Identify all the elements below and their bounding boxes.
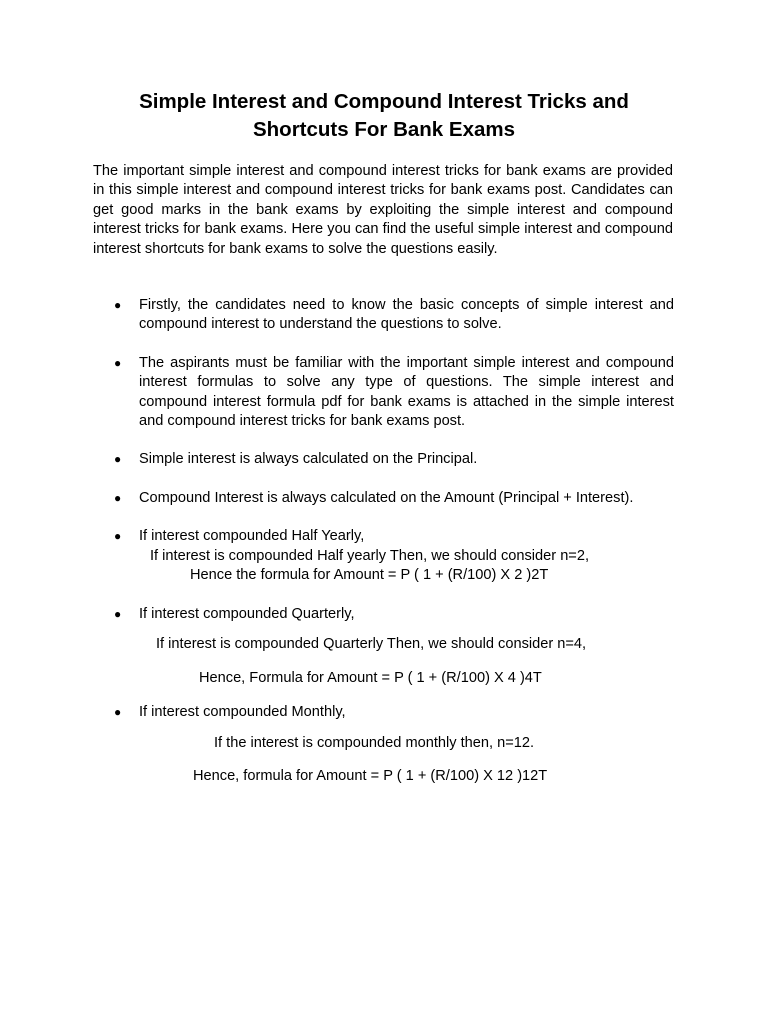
monthly-formula: Hence, formula for Amount = P ( 1 + (R/100) X 12 )12T — [193, 768, 548, 784]
bullet-marker: ● — [114, 607, 122, 621]
bullet-marker: ● — [114, 298, 122, 312]
bullet-marker: ● — [114, 452, 122, 466]
bullet-marker: ● — [114, 491, 122, 505]
bullet-marker: ● — [114, 529, 122, 543]
quarterly-condition: If interest is compounded Quarterly Then, we should consider n=4, — [156, 636, 587, 652]
document-title: Simple Interest and Compound Interest Tricks and Shortcuts For Bank Exams — [139, 90, 629, 141]
monthly-condition: If the interest is compounded monthly then, n=12. — [214, 735, 535, 751]
bullet-marker: ● — [114, 356, 122, 370]
half-yearly-formula: Hence the formula for Amount = P ( 1 + (R/100) X 2 )2T — [190, 567, 549, 583]
bullet-basic-concepts: Firstly, the candidates need to know the basic concepts of simple interest and compound interest to understand the questions to solve. — [139, 297, 674, 333]
bullet-compound-interest: Compound Interest is always calculated on the Amount (Principal + Interest). — [139, 490, 634, 506]
bullet-simple-interest: Simple interest is always calculated on the Principal. — [139, 451, 478, 467]
bullet-formulas: The aspirants must be familiar with the important simple interest and compound interest formulas to solve any type of questions. The simple interest and compound interest formula pdf for bank exams is attached in the simple interest and compound interest tricks for bank exams post. — [139, 355, 674, 430]
half-yearly-condition: If interest is compounded Half yearly Then, we should consider n=2, — [150, 548, 590, 564]
bullet-quarterly: If interest compounded Quarterly, — [139, 606, 355, 622]
bullet-half-yearly: If interest compounded Half Yearly, — [139, 528, 365, 544]
bullet-marker: ● — [114, 705, 122, 719]
intro-paragraph: The important simple interest and compound interest tricks for bank exams are provided in this simple interest and compound interest tricks for bank exams post. Candidates can get good marks in the bank exams by exploiting the simple interest and compound interest tricks for bank exams. Here you can find the useful simple interest and compound interest shortcuts for bank exams to solve the questions easily. — [93, 163, 673, 257]
quarterly-formula: Hence, Formula for Amount = P ( 1 + (R/100) X 4 )4T — [199, 670, 542, 686]
bullet-monthly: If interest compounded Monthly, — [139, 704, 346, 720]
